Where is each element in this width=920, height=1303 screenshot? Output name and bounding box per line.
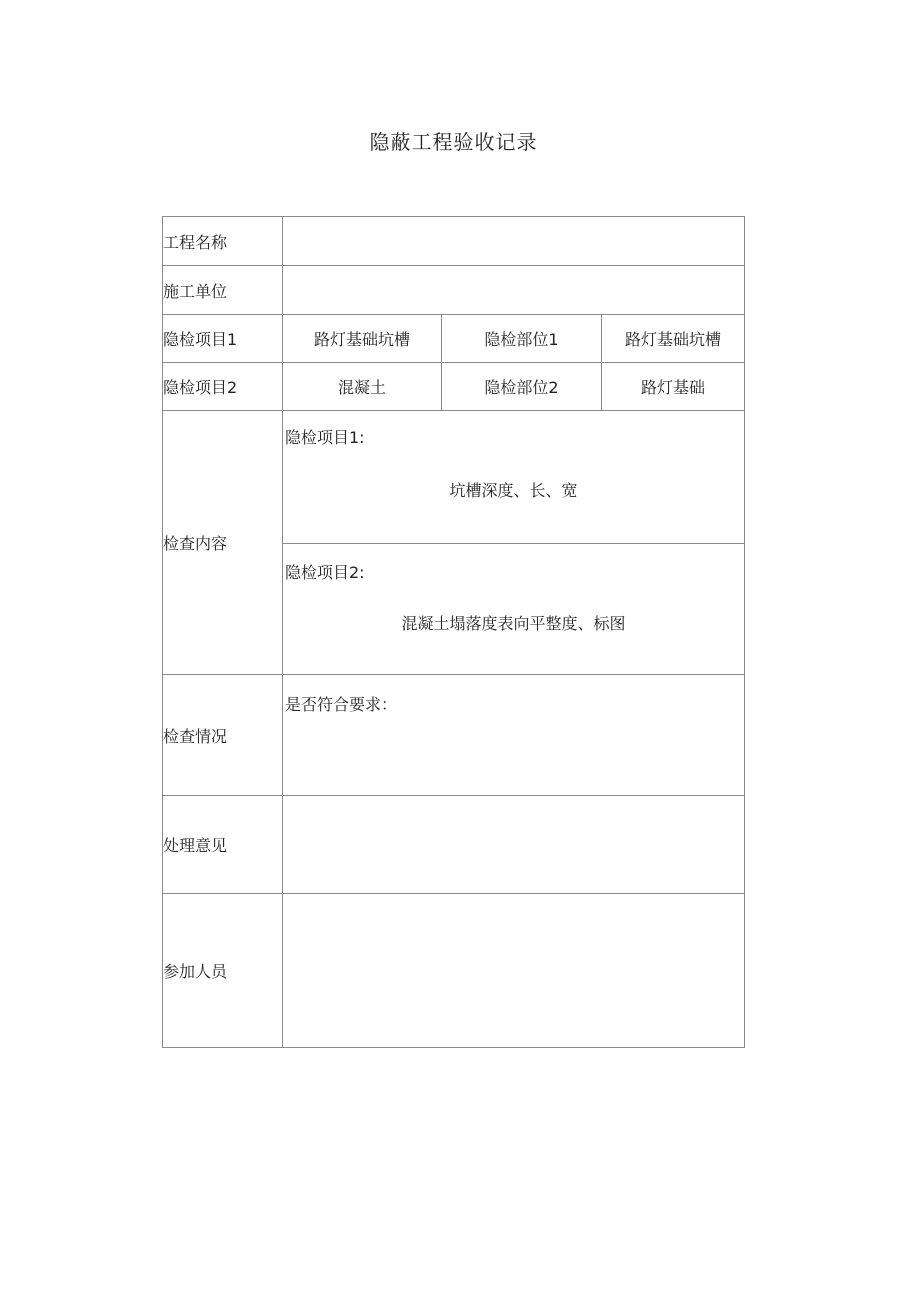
location2-value[interactable]: 路灯基础 [602, 363, 745, 411]
item1-value[interactable]: 路灯基础坑槽 [283, 315, 442, 363]
opinion-value[interactable] [283, 796, 745, 894]
content-item2-cell[interactable] [283, 544, 745, 675]
row-opinion [163, 796, 745, 894]
item2-value[interactable]: 混凝土 [283, 363, 442, 411]
content-item1-text: 坑槽深度、长、宽 [449, 481, 578, 500]
status-label: 检查情况 [163, 675, 283, 796]
content-item1-cell[interactable] [283, 411, 745, 544]
content-item2-text: 混凝土塌落度表向平整度、标图 [401, 614, 626, 633]
row-participants [163, 894, 745, 1048]
location1-value[interactable]: 路灯基础坑槽 [602, 315, 745, 363]
opinion-label: 处理意见 [163, 796, 283, 894]
contractor-value[interactable] [283, 266, 745, 315]
participants-label: 参加人员 [163, 894, 283, 1048]
status-text: 是否符合要求： [285, 695, 398, 714]
participants-value[interactable] [283, 894, 745, 1048]
row-status [163, 675, 745, 796]
status-cell[interactable] [283, 675, 745, 796]
row-item1 [163, 315, 745, 363]
location2-label: 隐检部位2 [442, 363, 602, 411]
item1-label: 隐检项目1 [163, 315, 283, 363]
content-item2-heading: 隐检项目2: [285, 563, 365, 582]
location1-label: 隐检部位1 [442, 315, 602, 363]
project-name-value[interactable] [283, 217, 745, 266]
row-project-name [163, 217, 745, 266]
content-label: 检查内容 [163, 411, 283, 675]
item2-label: 隐检项目2 [163, 363, 283, 411]
row-contractor [163, 266, 745, 315]
project-name-label: 工程名称 [163, 217, 283, 266]
inspection-record-table [162, 216, 745, 1048]
document-title: 隐蔽工程验收记录 [369, 130, 538, 154]
row-item2 [163, 363, 745, 411]
row-content-item1 [163, 411, 745, 544]
contractor-label: 施工单位 [163, 266, 283, 315]
content-item1-heading: 隐检项目1: [285, 428, 365, 447]
